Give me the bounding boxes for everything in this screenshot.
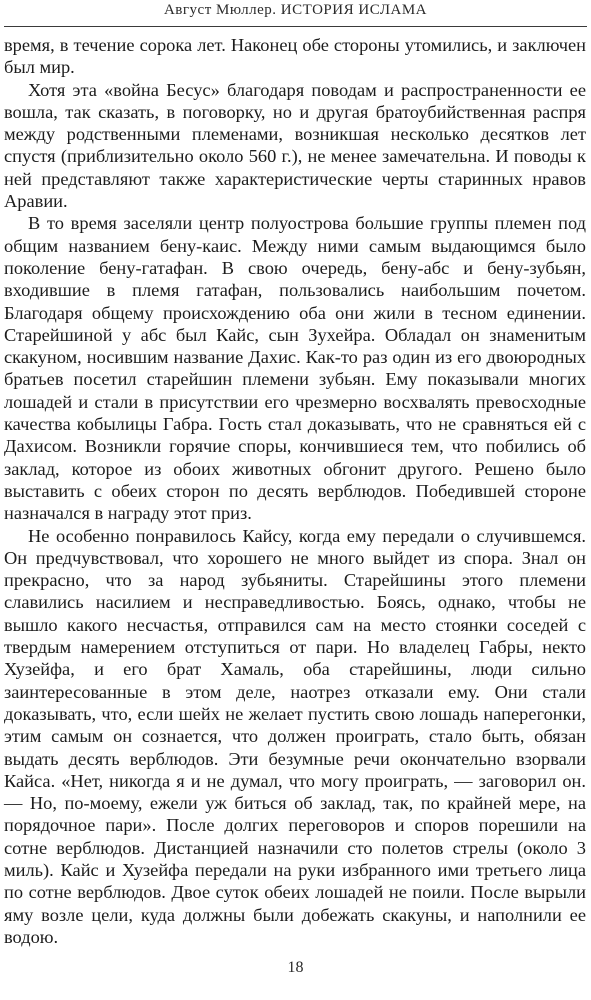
paragraph-qais-wager: Не особенно понравилось Кайсу, когда ему передали о случившемся. Он предчувствовал, что хорошего не много выйдет из спора. Знал он прекрасно, что за народ зубьяниты. Старейшины этого племени славились насилием и несправедливостью. Боясь, однако, чтобы не вышло какого несчастья, отправился сам на место стоянки соседей с твердым намерением отступиться от пари. Но владелец Габры, некто Хузейфа, и его брат Хамаль, оба старейшины, люди сильно заинтересованные в этом деле, наотрез отказали ему. Они стали доказывать, что, если шейх не желает пустить свою лошадь наперегонки, этим самым он сознается, что должен проиграть, стало быть, обязан выдать десять верблюдов. Эти безумные речи окончательно взорвали Кайса. «Нет, никогда я и не думал, что могу проиграть, — заговорил он. — Но, по-моему, ежели уж биться об заклад, так, по крайней мере, на порядочное пари». После долгих переговоров и споров порешили на сотне верблюдов. Дистанцией назначили сто полетов стрелы (около 3 миль). Кайс и Хузейфа передали на руки избранного ими третьего лица по сотне верблюдов. Двое суток обеих лошадей не поили. После вырыли яму возле цели, куда должны были добежать скакуны, и наполнили ее водою. bbox=[4, 525, 586, 947]
running-head: Август Мюллер. ИСТОРИЯ ИСЛАМА bbox=[163, 2, 428, 18]
header-rule bbox=[4, 26, 587, 27]
paragraph-besus-war: Хотя эта «война Бесус» благодаря поводам и распространенности ее вошла, так сказать, в поговорку, но и другая братоубийственная распря между родственными племенами, возникшая несколько десятков лет спустя (приблизительно около 560 г.), не менее замечательна. И поводы к ней представляют также характеристические черты старинных нравов Аравии. bbox=[4, 79, 586, 212]
paragraph-continuation: время, в течение сорока лет. Наконец обе стороны утомились, и заключен был мир. bbox=[4, 35, 586, 78]
page-body-text bbox=[4, 34, 586, 948]
page-number: 18 bbox=[287, 959, 304, 976]
paragraph-benu-qais: В то время заселяли центр полуострова большие группы племен под общим названием бену-каис. Между ними самым выдающимся было поколение бену-гатафан. В свою очередь, бену-абс и бену-зубьян, входившие в племя гатафан, пользовались наибольшим почетом. Благодаря общему происхождению оба они жили в тесном единении. Старейшиной у абс был Кайс, сын Зухейра. Обладал он знаменитым скакуном, носившим название Дахис. Как-то раз один из его двоюродных братьев посетил старейшин племени зубьян. Ему показывали многих лошадей и стали в присутствии его чрезмерно восхвалять превосходные качества кобылицы Габра. Гость стал доказывать, что не сравняться ей с Дахисом. Возникли горячие споры, кончившиеся тем, что побились об заклад, которое из обоих животных обгонит другого. Решено было выставить с обеих сторон по десять верблюдов. Победившей стороне назначался в награду этот приз. bbox=[4, 213, 586, 524]
